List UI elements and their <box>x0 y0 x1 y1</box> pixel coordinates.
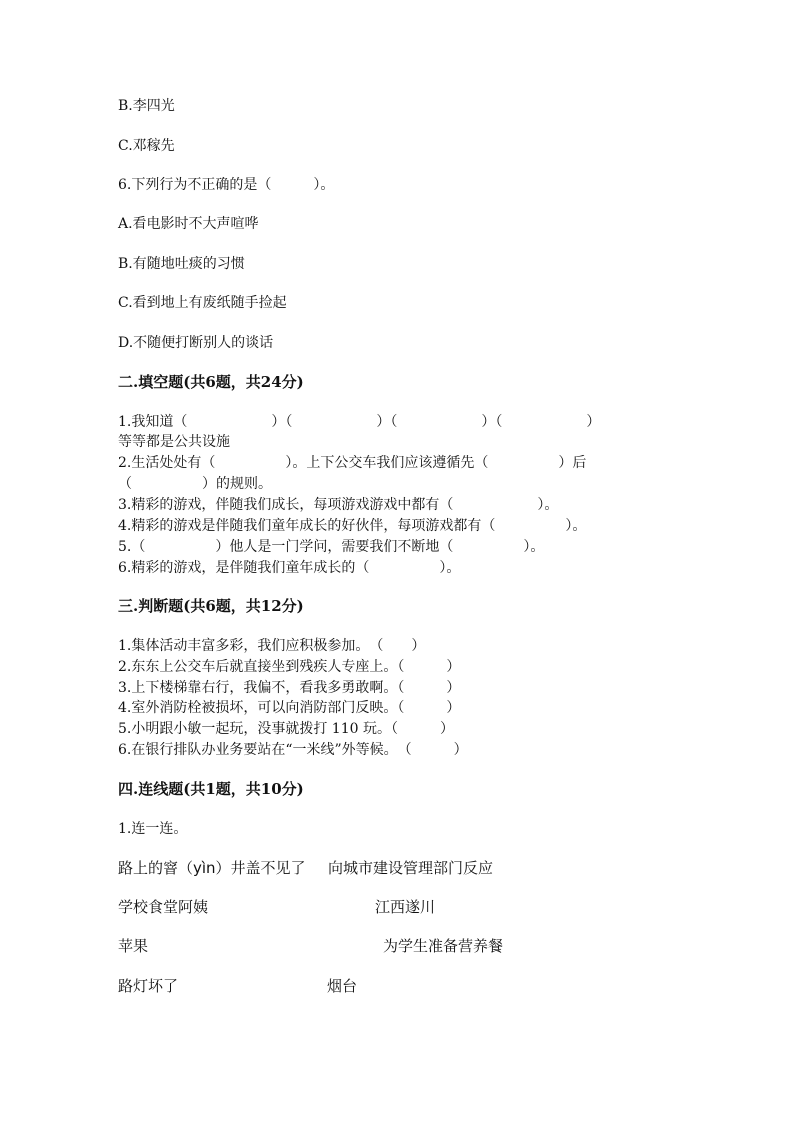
question-6-option-c: C.看到地上有废纸随手捡起 <box>118 295 287 311</box>
fill-line-1: 1.我知道（ ）（ ）（ ）（ ） <box>118 414 601 430</box>
matching-row-3-right: 为学生准备营养餐 <box>383 937 504 955</box>
section-2-title: 二.填空题(共6题，共24分) <box>118 373 304 391</box>
judge-line-1: 1.集体活动丰富多彩，我们应积极参加。 （ ） <box>118 638 426 654</box>
fill-line-5: 5.（ ）他人是一门学问，需要我们不断地（ ）。 <box>118 539 545 555</box>
question-6-option-d: D.不随便打断别人的谈话 <box>118 335 274 351</box>
question-6-stem: 6.下列行为不正确的是（ ）。 <box>118 177 335 193</box>
judge-line-4: 4.室外消防栓被损坏，可以向消防部门反映。（ ） <box>118 700 461 716</box>
judge-line-5: 5.小明跟小敏一起玩，没事就拨打 110 玩。（ ） <box>118 721 454 737</box>
option-c-top: C.邓稼先 <box>118 138 175 154</box>
matching-row-2-right: 江西遂川 <box>375 898 436 916</box>
matching-row-1-left: 路上的窨（yìn）井盖不见了 <box>118 859 306 877</box>
judge-line-2: 2.东东上公交车后就直接坐到残疾人专座上。（ ） <box>118 659 461 675</box>
fill-line-2: 2.生活处处有（ ）。上下公交车我们应该遵循先（ ）后 <box>118 455 587 471</box>
judge-line-6: 6.在银行排队办业务要站在“一米线”外等候。 （ ） <box>118 742 468 758</box>
section-3-title: 三.判断题(共6题，共12分) <box>118 597 304 615</box>
matching-question: 1.连一连。 <box>118 821 188 837</box>
matching-row-4-left: 路灯坏了 <box>118 977 179 995</box>
matching-row-3-left: 苹果 <box>118 937 149 955</box>
matching-row-2-left: 学校食堂阿姨 <box>118 898 209 916</box>
fill-line-4: 4.精彩的游戏是伴随我们童年成长的好伙伴，每项游戏都有（ ）。 <box>118 518 587 534</box>
fill-line-6: 6.精彩的游戏，是伴随我们童年成长的（ ）。 <box>118 560 461 576</box>
section-4-title: 四.连线题(共1题，共10分) <box>118 780 304 798</box>
question-6-option-b: B.有随地吐痰的习惯 <box>118 256 245 272</box>
matching-row-1-right: 向城市建设管理部门反应 <box>328 859 494 877</box>
judge-line-3: 3.上下楼梯靠右行，我偏不，看我多勇敢啊。（ ） <box>118 680 461 696</box>
matching-row-4-right: 烟台 <box>327 977 358 995</box>
fill-line-2b: （ ）的规则。 <box>118 476 272 492</box>
fill-line-3: 3.精彩的游戏，伴随我们成长，每项游戏游戏中都有（ ）。 <box>118 497 559 513</box>
question-6-option-a: A.看电影时不大声喧哗 <box>118 216 259 232</box>
fill-line-1b: 等等都是公共设施 <box>118 434 230 450</box>
option-b-top: B.李四光 <box>118 98 175 114</box>
